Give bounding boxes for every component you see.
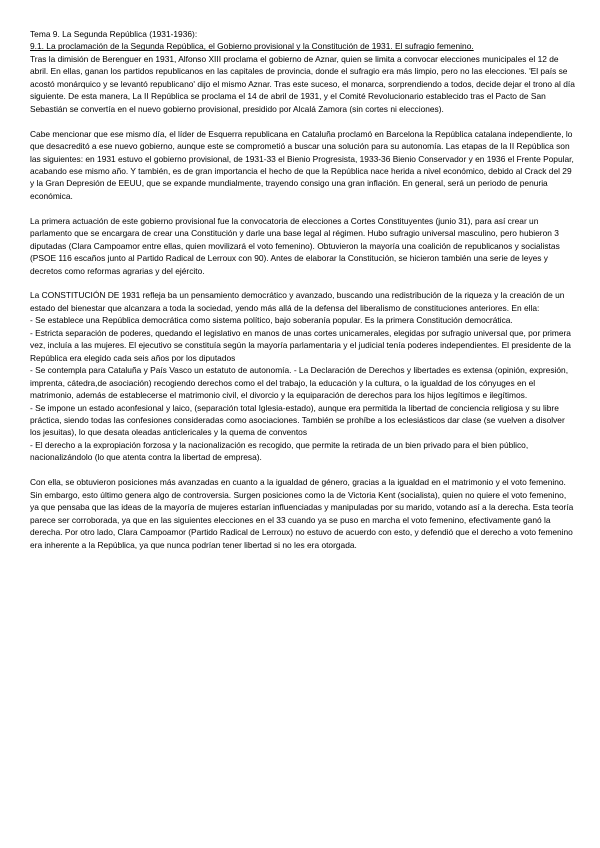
paragraph-catalonia-stages: Cabe mencionar que ese mismo día, el líder de Esquerra republicana en Cataluña proclamó en Barcelona la República catalana independiente, lo que desacreditó a ese nuevo gobierno, aunque este se comprometió a buscar una solución para su autonomía. Las etapas de la II República son las siguientes: en 1931 estuvo el gobierno provisional, de 1931-33 el Bienio Progresista, 1933-36 Bienio Conservador y en 1936 el Frente Popular, acabando ese mismo año. Y también, es de gran importancia el hecho de que la República nace herida a nivel económico, debido al Crack del 29 y la Gran Depresión de EEUU, que se expande mundialmente, trayendo consigo una gran inflación. En general, será un periodo de penuria económica. [30, 128, 574, 201]
constitution-section [30, 289, 576, 463]
list-item: - Se establece una República democrática como sistema político, bajo soberanía popular. Es la primera Constitución democrática. [30, 315, 513, 326]
constitution-features-list [30, 314, 576, 463]
document-title: Tema 9. La Segunda República (1931-1936): [30, 29, 198, 39]
paragraph-constituent-cortes: La primera actuación de este gobierno provisional fue la convocatoria de elecciones a Cortes Constituyentes (junio 31), para así crear un parlamento que se encargara de crear una Constitución y darle una base legal al régimen. Hubo sufragio universal masculino, pero hubieron 3 diputadas (Clara Campoamor entre ellas, quien movilizará el voto femenino). Obtuvieron la mayoría una coalición de republicanos y socialistas (PSOE 116 escaños junto al Partido Radical de Lerroux con 90). Antes de elaborar la Constitución, se hicieron también una serie de leyes y decretos como reformas agrarias y del ejército. [30, 215, 560, 276]
paragraph-female-suffrage: Con ella, se obtuvieron posiciones más avanzadas en cuanto a la igualdad de género, gracias a la igualdad en el matrimonio y el voto femenino. Sin embargo, esto último genera algo de controversia. Surgen posiciones como la de Victoria Kent (socialista), quien no quiere el voto femenino, ya que pensaba que las ideas de la mayoría de mujeres estarían influenciadas y manipuladas por su marido, votando así a la derecha. Esta teoría parece ser corroborada, ya que en las siguientes elecciones en el 33 cuando ya se puso en marcha el voto femenino, efectivamente ganó la derecha. Por otro lado, Clara Campoamor (Partido Radical de Lerroux) no estuvo de acuerdo con esto, y defendió que el derecho a voto femenino era inherente a la República, ya que nunca podrían tener libertad si no les era otorgada. [30, 477, 574, 550]
list-item: - El derecho a la expropiación forzosa y la nacionalización es recogido, que permite la retirada de un bien privado para el bien público, nacionalizándolo (lo que atenta contra la libertad de empresa). [30, 439, 529, 463]
section-heading: 9.1. La proclamación de la Segunda República, el Gobierno provisional y la Constitución de 1931. El sufragio femenino. [30, 41, 474, 52]
paragraph-proclamation: Tras la dimisión de Berenguer en 1931, Alfonso XIII proclama el gobierno de Aznar, quien se limita a convocar elecciones municipales el 12 de abril. En ellas, ganan los partidos republicanos en las capitales de provincia, donde el sufragio era más limpio, pero no las elecciones. 'El país se acostó monárquico y se levantó republicano' dijo el mismo Aznar. Tras este suceso, el monarca, sorprendiendo a todos, decide dejar el trono al día siguiente. De esta manera, La II República se proclama el 14 de abril de 1931, y el Comité Revolucionario establecido tras el Pacto de San Sebastián se convertía en el nuevo gobierno provisional, presidido por Alcalá Zamora (sin cortes ni elecciones). [30, 53, 575, 114]
list-item: - Estricta separación de poderes, quedando el legislativo en manos de unas cortes unicamerales, elegidas por sufragio universal que, por primera vez, incluía a las mujeres. El ejecutivo se constituía según la mayoría parlamentaria y el judicial tenía poderes independientes. El presidente de la República era elegido cada seis años por los diputados [30, 327, 571, 363]
list-item: - Se impone un estado aconfesional y laico, (separación total Iglesia-estado), aunque era permitida la libertad de conciencia religiosa y su libre práctica, siendo todas las confesiones consideradas como asociaciones. También se prohíbe a los eclesiásticos dar clase (se vuelven a disolver los jesuitas), lo que desata oleadas anticlericales y la quema de conventos [30, 402, 565, 438]
list-item: - Se contempla para Cataluña y País Vasco un estatuto de autonomía. - La Declaración de Derechos y libertades es extensa (opinión, expresión, imprenta, cátedra,de asociación) recogiendo derechos como el del trabajo, la educación y la cultura, o la igualdad de los cónyuges en el matrimonio, además de establecerse el matrimonio civil, el divorcio y la equiparación de derechos para los hijos legítimos e ilegítimos. [30, 365, 569, 401]
paragraph-constitution-intro: La CONSTITUCIÓN DE 1931 refleja ba un pensamiento democrático y avanzado, buscando una redistribución de la riqueza y la creación de un estado del bienestar que alcanzara a toda la sociedad, yendo más allá de la defensa del liberalismo de constituciones anteriores. En ella: [30, 290, 565, 313]
